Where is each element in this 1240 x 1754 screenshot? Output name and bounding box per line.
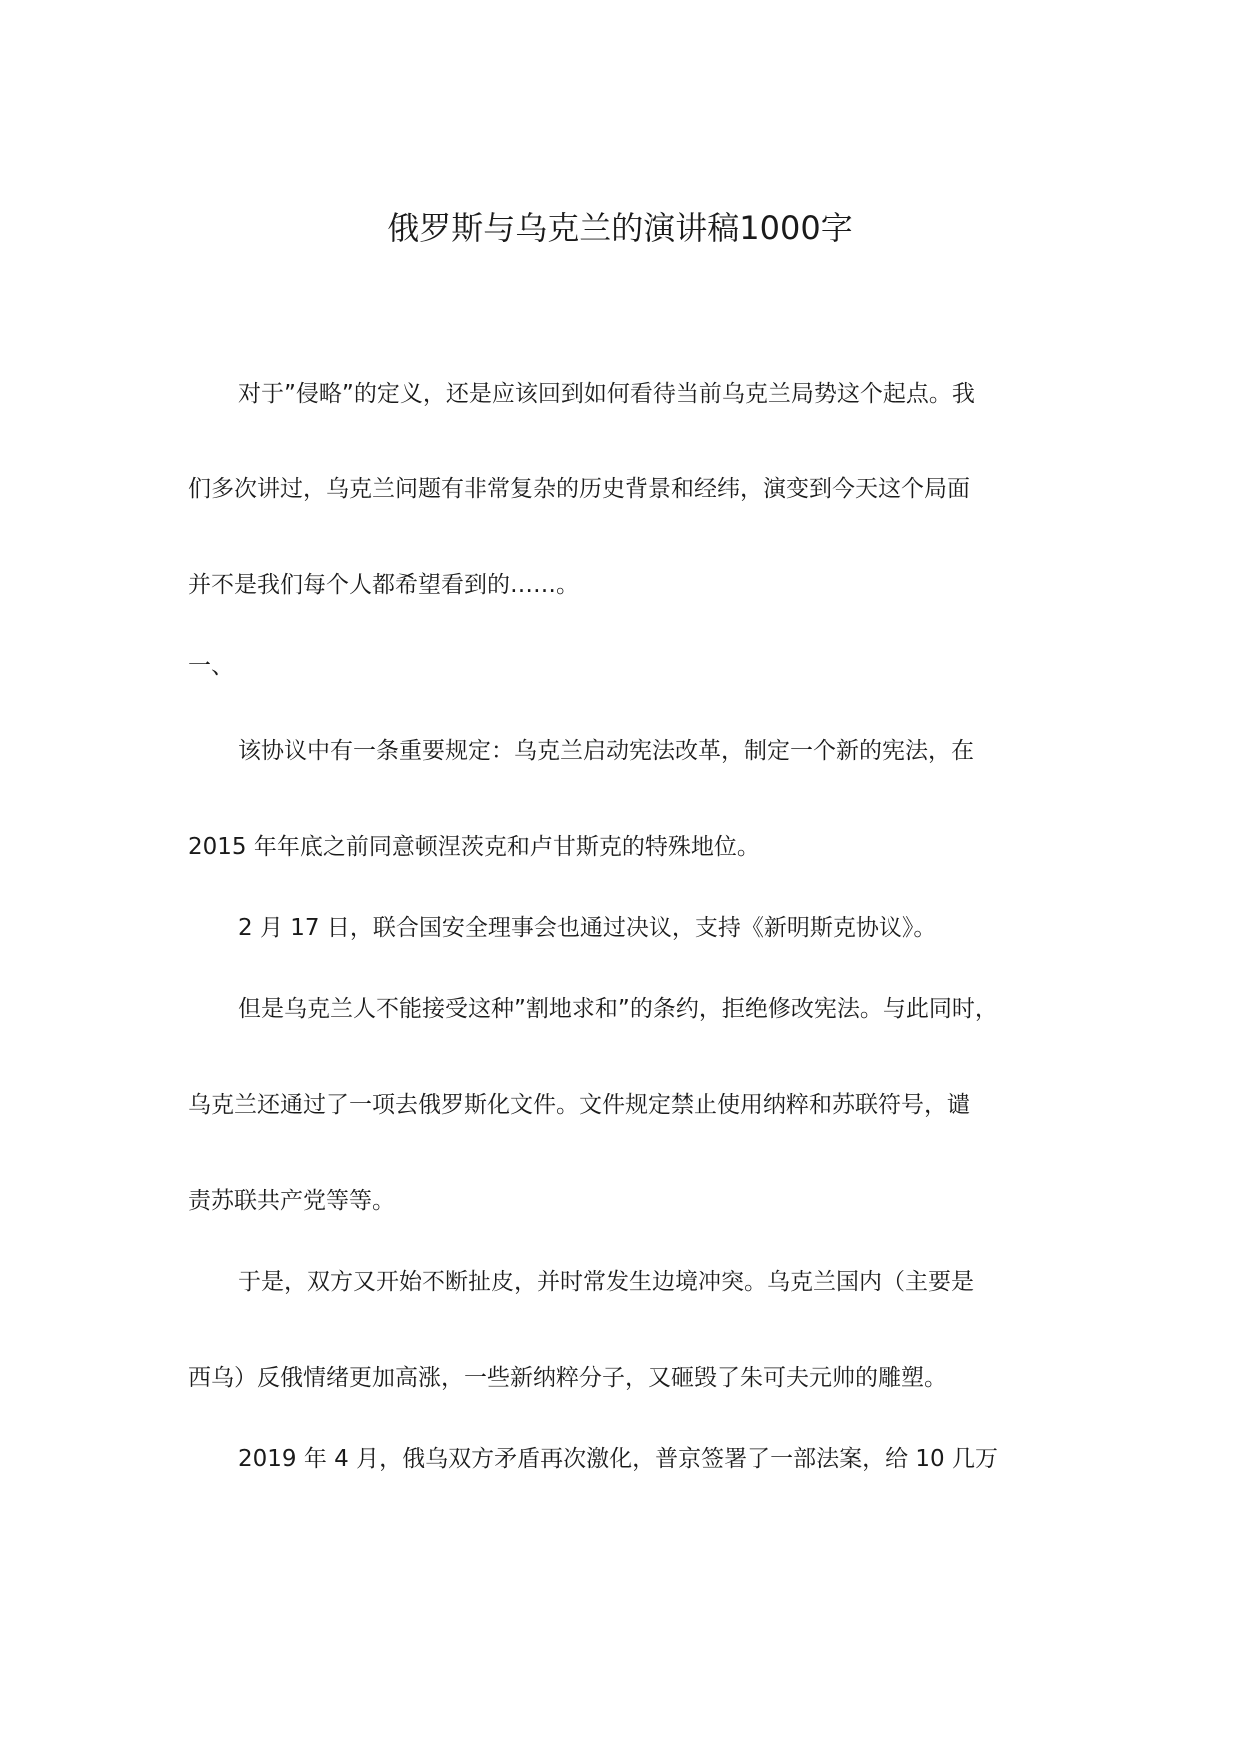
paragraph-line: 2015 年年底之前同意顿涅茨克和卢甘斯克的特殊地位。 bbox=[188, 834, 760, 860]
paragraph-line: 2019 年 4 月，俄乌双方矛盾再次激化，普京签署了一部法案，给 10 几万 bbox=[238, 1446, 998, 1472]
section-heading: 一、 bbox=[188, 653, 234, 679]
paragraph-line: 乌克兰还通过了一项去俄罗斯化文件。文件规定禁止使用纳粹和苏联符号，谴 bbox=[188, 1092, 970, 1118]
paragraph-line: 责苏联共产党等等。 bbox=[188, 1188, 395, 1214]
paragraph-line: 但是乌克兰人不能接受这种”割地求和”的条约，拒绝修改宪法。与此同时， bbox=[238, 996, 998, 1022]
paragraph-line: 于是，双方又开始不断扯皮，并时常发生边境冲突。乌克兰国内（主要是 bbox=[238, 1269, 974, 1295]
paragraph-line: 该协议中有一条重要规定：乌克兰启动宪法改革，制定一个新的宪法，在 bbox=[238, 738, 974, 764]
paragraph-line: 们多次讲过，乌克兰问题有非常复杂的历史背景和经纬，演变到今天这个局面 bbox=[188, 476, 970, 502]
paragraph-line: 2 月 17 日，联合国安全理事会也通过决议，支持《新明斯克协议》。 bbox=[238, 915, 937, 941]
document-title: 俄罗斯与乌克兰的演讲稿1000字 bbox=[387, 209, 853, 247]
paragraph-line: 并不是我们每个人都希望看到的……。 bbox=[188, 572, 579, 598]
paragraph-line: 对于”侵略”的定义，还是应该回到如何看待当前乌克兰局势这个起点。我 bbox=[238, 381, 975, 407]
paragraph-line: 西乌）反俄情绪更加高涨，一些新纳粹分子，又砸毁了朱可夫元帅的雕塑。 bbox=[188, 1365, 947, 1391]
